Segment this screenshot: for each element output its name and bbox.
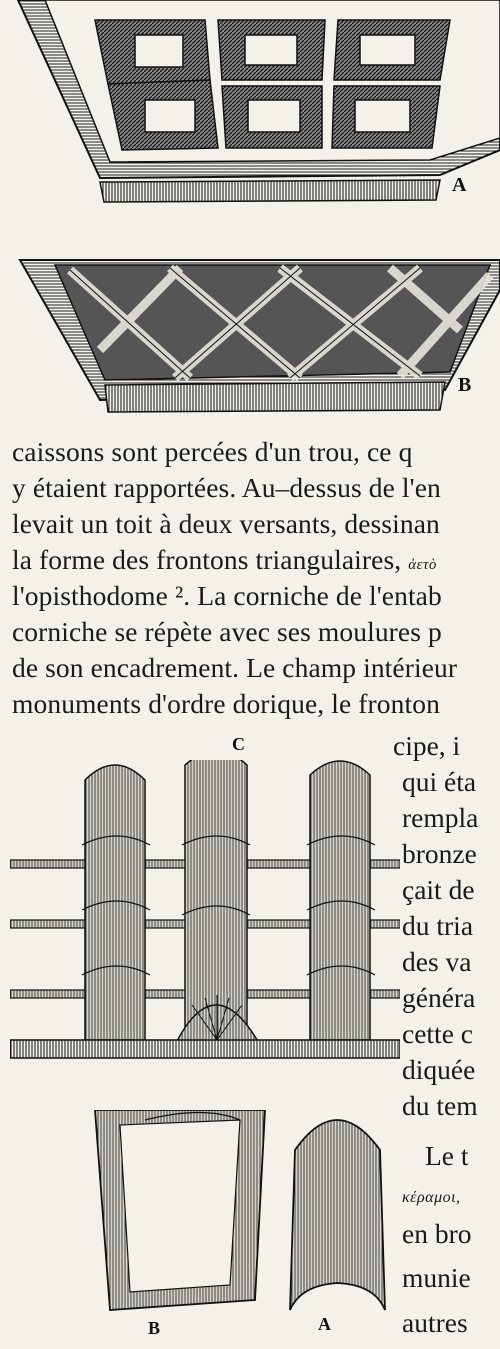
figure-label-c: C <box>232 734 245 754</box>
text-line-1: caissons sont percées d'un trou, ce q <box>12 436 413 467</box>
side-text-line-5: çait de <box>402 874 475 905</box>
side-text-line-4: bronze <box>402 838 477 869</box>
side-text-line-11: du tem <box>402 1090 478 1121</box>
side-text-line-8: généra <box>402 982 476 1013</box>
text-line-6: corniche se répète avec ses moulures p <box>12 616 442 647</box>
next-text-line-2: munie <box>402 1262 471 1293</box>
text-line-7: de son encadrement. Le champ intérieur <box>12 652 458 683</box>
text-line-4-main: la forme des frontons triangulaires, <box>12 544 402 575</box>
text-line-3: levait un toit à deux versants, dessinan <box>12 508 440 539</box>
next-text-line-3: autres <box>402 1307 468 1338</box>
text-line-2: y étaient rapportées. Au–dessus de l'en <box>12 472 441 503</box>
side-text-line-3: rempla <box>402 802 479 833</box>
side-text-line-1: cipe, i <box>393 730 461 761</box>
side-text-line-9: cette c <box>402 1018 473 1049</box>
roof-tiles-illustration-c <box>10 760 400 1090</box>
side-text-line-7: des va <box>402 946 472 977</box>
side-text-line-10: diquée <box>402 1054 476 1085</box>
figure-label-pan-tile-b: B <box>148 1318 161 1338</box>
coffered-ceiling-illustration-a <box>0 0 500 205</box>
figure-label-b: B <box>458 374 472 396</box>
greek-word-keramoi: κέραμοι, <box>402 1189 461 1206</box>
figure-label-a: A <box>452 174 467 196</box>
side-text-line-6: du tria <box>402 910 474 941</box>
cover-tile-illustration-a <box>285 1110 390 1315</box>
figure-label-cover-tile-a: A <box>318 1314 331 1334</box>
pan-tile-illustration-b <box>85 1110 275 1315</box>
lattice-ceiling-illustration-b <box>0 250 500 420</box>
greek-word-aeto: ἀετὸ <box>408 557 437 573</box>
side-text-line-2: qui éta <box>402 766 477 797</box>
next-paragraph-start: Le t <box>425 1140 469 1171</box>
next-text-line-1: en bro <box>402 1218 472 1249</box>
text-line-4 <box>12 542 437 583</box>
text-line-8: monuments d'ordre dorique, le fronton <box>12 688 440 719</box>
text-line-5: l'opisthodome ². La corniche de l'entab <box>12 580 442 611</box>
